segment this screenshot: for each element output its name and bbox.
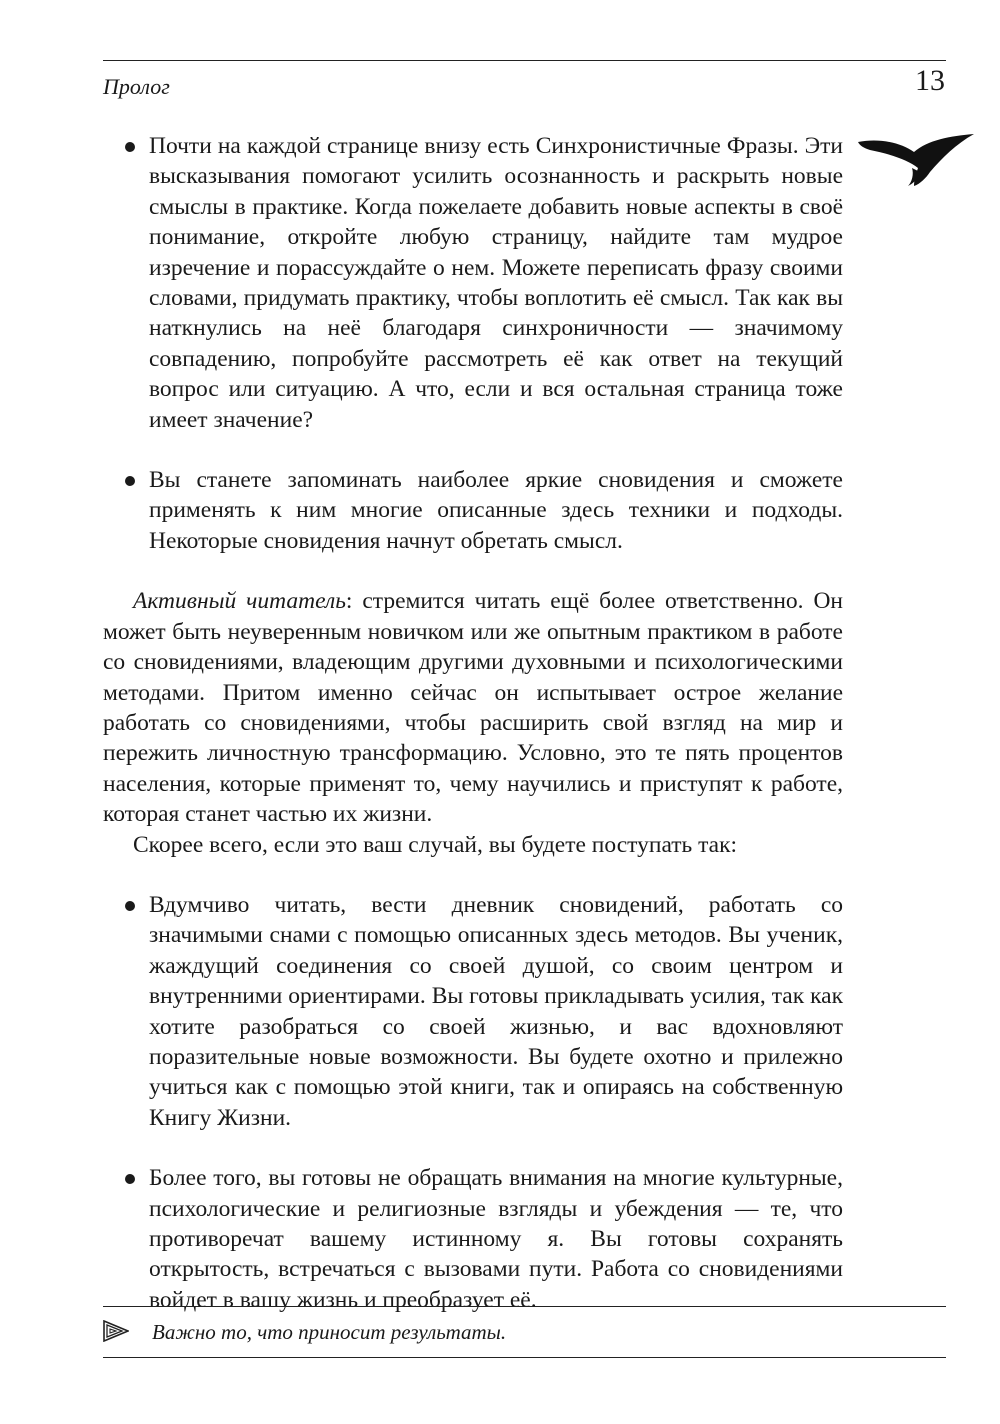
bullet-item	[103, 131, 843, 435]
bullet-dot	[125, 142, 135, 152]
bullet-text: Более того, вы готовы не обращать внимания на многие культурные, психологические и религиозные взгляды и убеждения — те, что противоречат вашему истинному я. Вы готовы сохранять открытость, встречаться с вызовами пути. Работа со сновидениями войдет в вашу жизнь и преобразует её.	[149, 1165, 843, 1313]
bullet-text: Вдумчиво читать, вести дневник сновидений, работать со значимыми снами с помощью описанных здесь методов. Вы ученик, жаждущий соединения со своей душой, со своим центром и внутренними ориентирами. Вы готовы прикладывать усилия, так как хотите разобраться со своей жизнью, и вас вдохновляют поразительные новые возможности. Вы будете охотно и прилежно учиться как с помощью этой книги, так и опираясь на собственную Книгу Жизни.	[149, 891, 843, 1131]
footer-top-rule	[103, 1306, 946, 1307]
bird-icon	[856, 132, 976, 188]
page-body	[103, 131, 843, 1315]
header-rule	[103, 60, 946, 61]
bullet-text: Вы станете запоминать наиболее яркие сновидения и сможете применять к ним многие описанные здесь техники и подходы. Некоторые сновидения начнут обретать смысл.	[149, 467, 843, 554]
active-reader-term: Активный читатель	[133, 588, 346, 615]
bullet-dot	[125, 1174, 135, 1184]
bullet-item	[103, 1163, 843, 1315]
active-reader-paragraph	[103, 586, 843, 829]
bullet-item	[103, 890, 843, 1133]
active-reader-text: : стремится читать ещё более ответственно. Он может быть неуверенным новичком или же опытным практиком в работе со сновидениями, владеющим другими духовными и психологическими методами. Притом именно сейчас он испытывает острое желание работать со сновидениями, чтобы расширить свой взгляд на мир и пережить личностную трансформацию. Условно, это те пять процентов населения, которые применят то, чему научились и приступят к работе, которая станет частью их жизни.	[103, 588, 843, 828]
footer-quote: Важно то, что приносит результаты.	[152, 1320, 507, 1344]
footer-bottom-rule	[103, 1357, 946, 1358]
bullet-item	[103, 465, 843, 556]
intro-line: Скорее всего, если это ваш случай, вы будете поступать так:	[133, 831, 738, 858]
bullet-text: Почти на каждой странице внизу есть Синхронистичные Фразы. Эти высказывания помогают усилить осознанность и раскрыть новые смыслы в практике. Когда пожелаете добавить новые аспекты в своё понимание, откройте любую страницу, найдите там мудрое изречение и порассуждайте о нем. Можете переписать фразу своими словами, придумать практику, чтобы воплотить её смысл. Так как вы наткнулись на неё благодаря синхроничности — значимому совпадению, попробуйте рассмотреть её как ответ на текущий вопрос или ситуацию. А что, если и вся остальная страница тоже имеет значение?	[149, 133, 843, 433]
triangle-spiral-icon	[103, 1320, 129, 1342]
page-number: 13	[915, 64, 945, 97]
bullet-dot	[125, 476, 135, 486]
bullet-dot	[125, 901, 135, 911]
running-head: Пролог	[103, 74, 170, 99]
